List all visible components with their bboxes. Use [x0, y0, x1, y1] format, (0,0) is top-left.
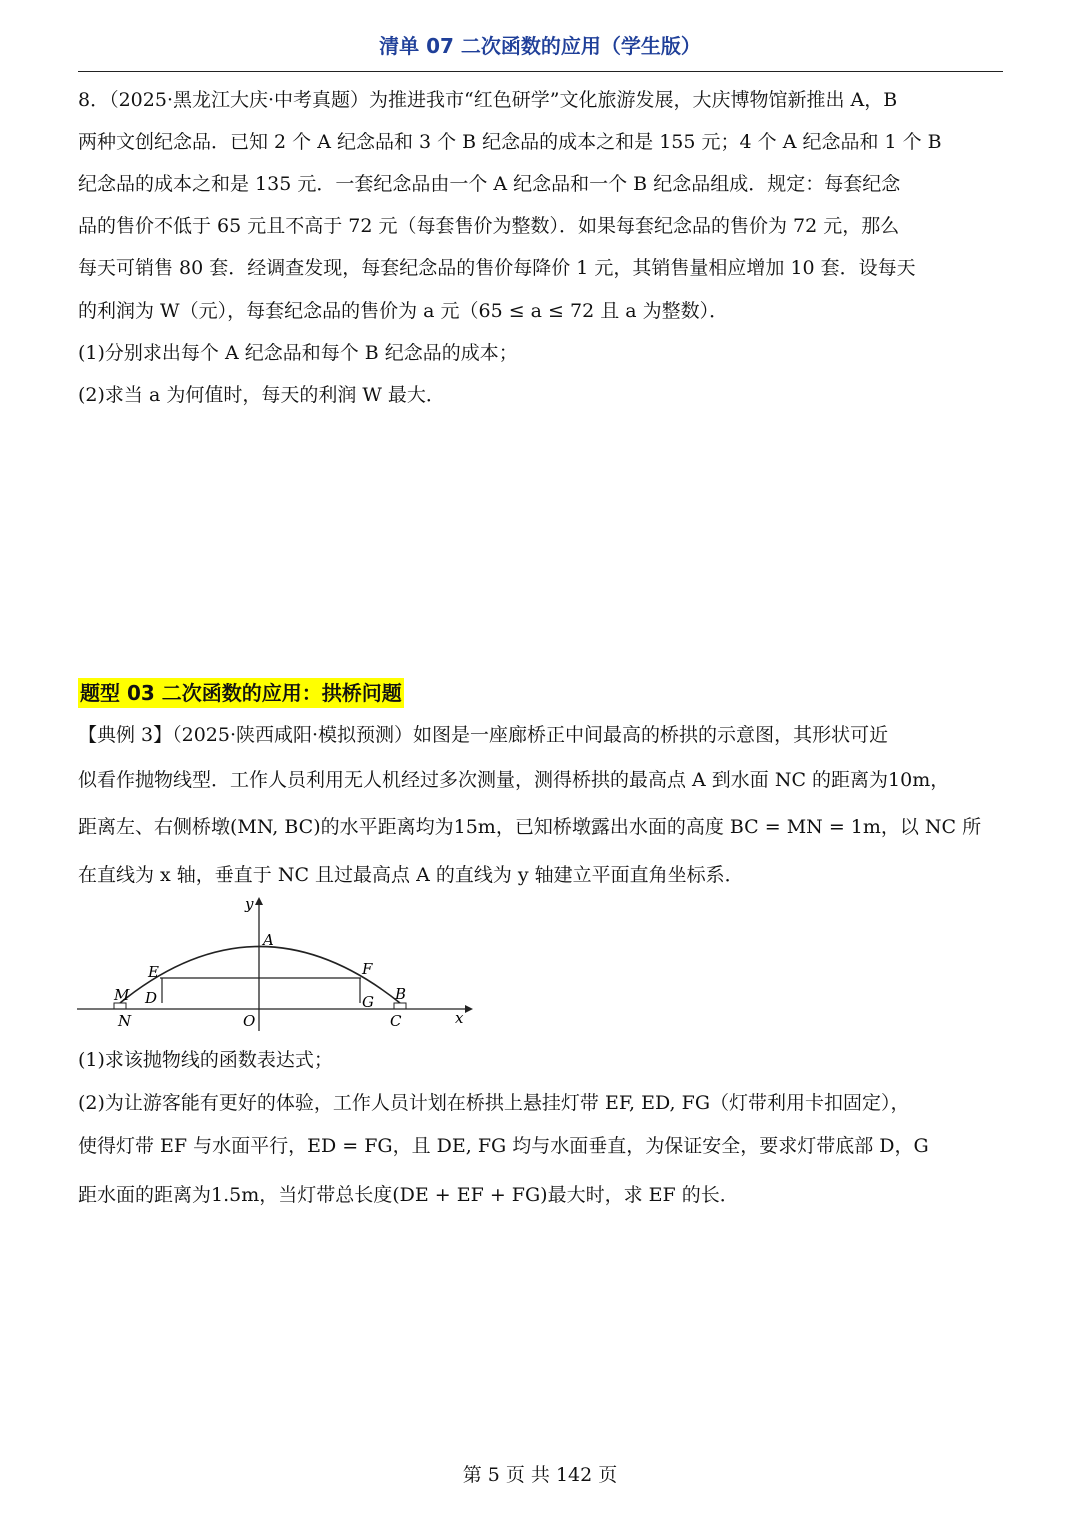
example3-line-1: 【典例 3】（2025·陕西咸阳·模拟预测）如图是一座廊桥正中间最高的桥拱的示意图，其形状可近 [78, 724, 889, 746]
page-number-footer: 第 5 页 共 142 页 [462, 1464, 618, 1486]
header-divider [78, 71, 1003, 72]
section-title: 题型 03 二次函数的应用：拱桥问题 [78, 678, 404, 708]
problem8-line-3: 纪念品的成本之和是 135 元．一套纪念品由一个 A 纪念品和一个 B 纪念品组成．规定：每套纪念 [78, 173, 901, 195]
page-header-title: 清单 07 二次函数的应用（学生版） [379, 34, 701, 58]
label-O: O [243, 1012, 256, 1030]
problem8-question-1: (1)分别求出每个 A 纪念品和每个 B 纪念品的成本； [78, 342, 518, 364]
label-x: x [455, 1009, 464, 1027]
example3-line-2: 似看作抛物线型．工作人员利用无人机经过多次测量，测得桥拱的最高点 A 到水面 NC 的距离为10m， [78, 769, 950, 791]
example3-question-2-line-2: 使得灯带 EF 与水面平行，ED = FG，且 DE, FG 均与水面垂直，为保证安全，要求灯带底部 D，G [78, 1135, 929, 1157]
problem8-line-5: 每天可销售 80 套．经调查发现，每套纪念品的售价每降价 1 元，其销售量相应增加 10 套．设每天 [78, 257, 916, 279]
y-axis-arrow [255, 897, 263, 905]
example3-line-4: 在直线为 x 轴，垂直于 NC 且过最高点 A 的直线为 y 轴建立平面直角坐标系． [78, 864, 744, 886]
example3-question-2-line-3: 距水面的距离为1.5m，当灯带总长度(DE + EF + FG)最大时，求 EF 的长． [78, 1184, 739, 1206]
label-M: M [114, 986, 130, 1004]
label-C: C [390, 1012, 402, 1030]
label-F: F [362, 960, 373, 978]
label-y: y [245, 895, 254, 913]
example3-question-1: (1)求该抛物线的函数表达式； [78, 1049, 333, 1071]
problem8-line-6: 的利润为 W（元），每套纪念品的售价为 a 元（65 ≤ a ≤ 72 且 a 为整数）． [78, 300, 729, 322]
label-N: N [118, 1012, 132, 1030]
example3-line-3: 距离左、右侧桥墩(MN, BC)的水平距离均为15m，已知桥墩露出水面的高度 BC = MN = 1m，以 NC 所 [78, 816, 982, 838]
label-A: A [263, 931, 274, 949]
problem8-question-2: (2)求当 a 为何值时，每天的利润 W 最大． [78, 384, 445, 406]
pier-bc [394, 1003, 406, 1009]
label-E: E [148, 963, 159, 981]
problem8-line-2: 两种文创纪念品．已知 2 个 A 纪念品和 3 个 B 纪念品的成本之和是 155 元；4 个 A 纪念品和 1 个 B [78, 131, 942, 153]
label-D: D [145, 989, 158, 1007]
problem8-line-1: 8．（2025·黑龙江大庆·中考真题）为推进我市“红色研学”文化旅游发展，大庆博物馆新推出 A，B [78, 89, 898, 111]
x-axis-arrow [465, 1005, 473, 1013]
example3-question-2-line-1: (2)为让游客能有更好的体验，工作人员计划在桥拱上悬挂灯带 EF, ED, FG（灯带利用卡扣固定）， [78, 1092, 910, 1114]
label-B: B [395, 985, 407, 1003]
bridge-arch-figure [75, 893, 475, 1033]
problem8-line-4: 品的售价不低于 65 元且不高于 72 元（每套售价为整数）．如果每套纪念品的售价为 72 元，那么 [78, 215, 900, 237]
label-G: G [362, 993, 374, 1011]
